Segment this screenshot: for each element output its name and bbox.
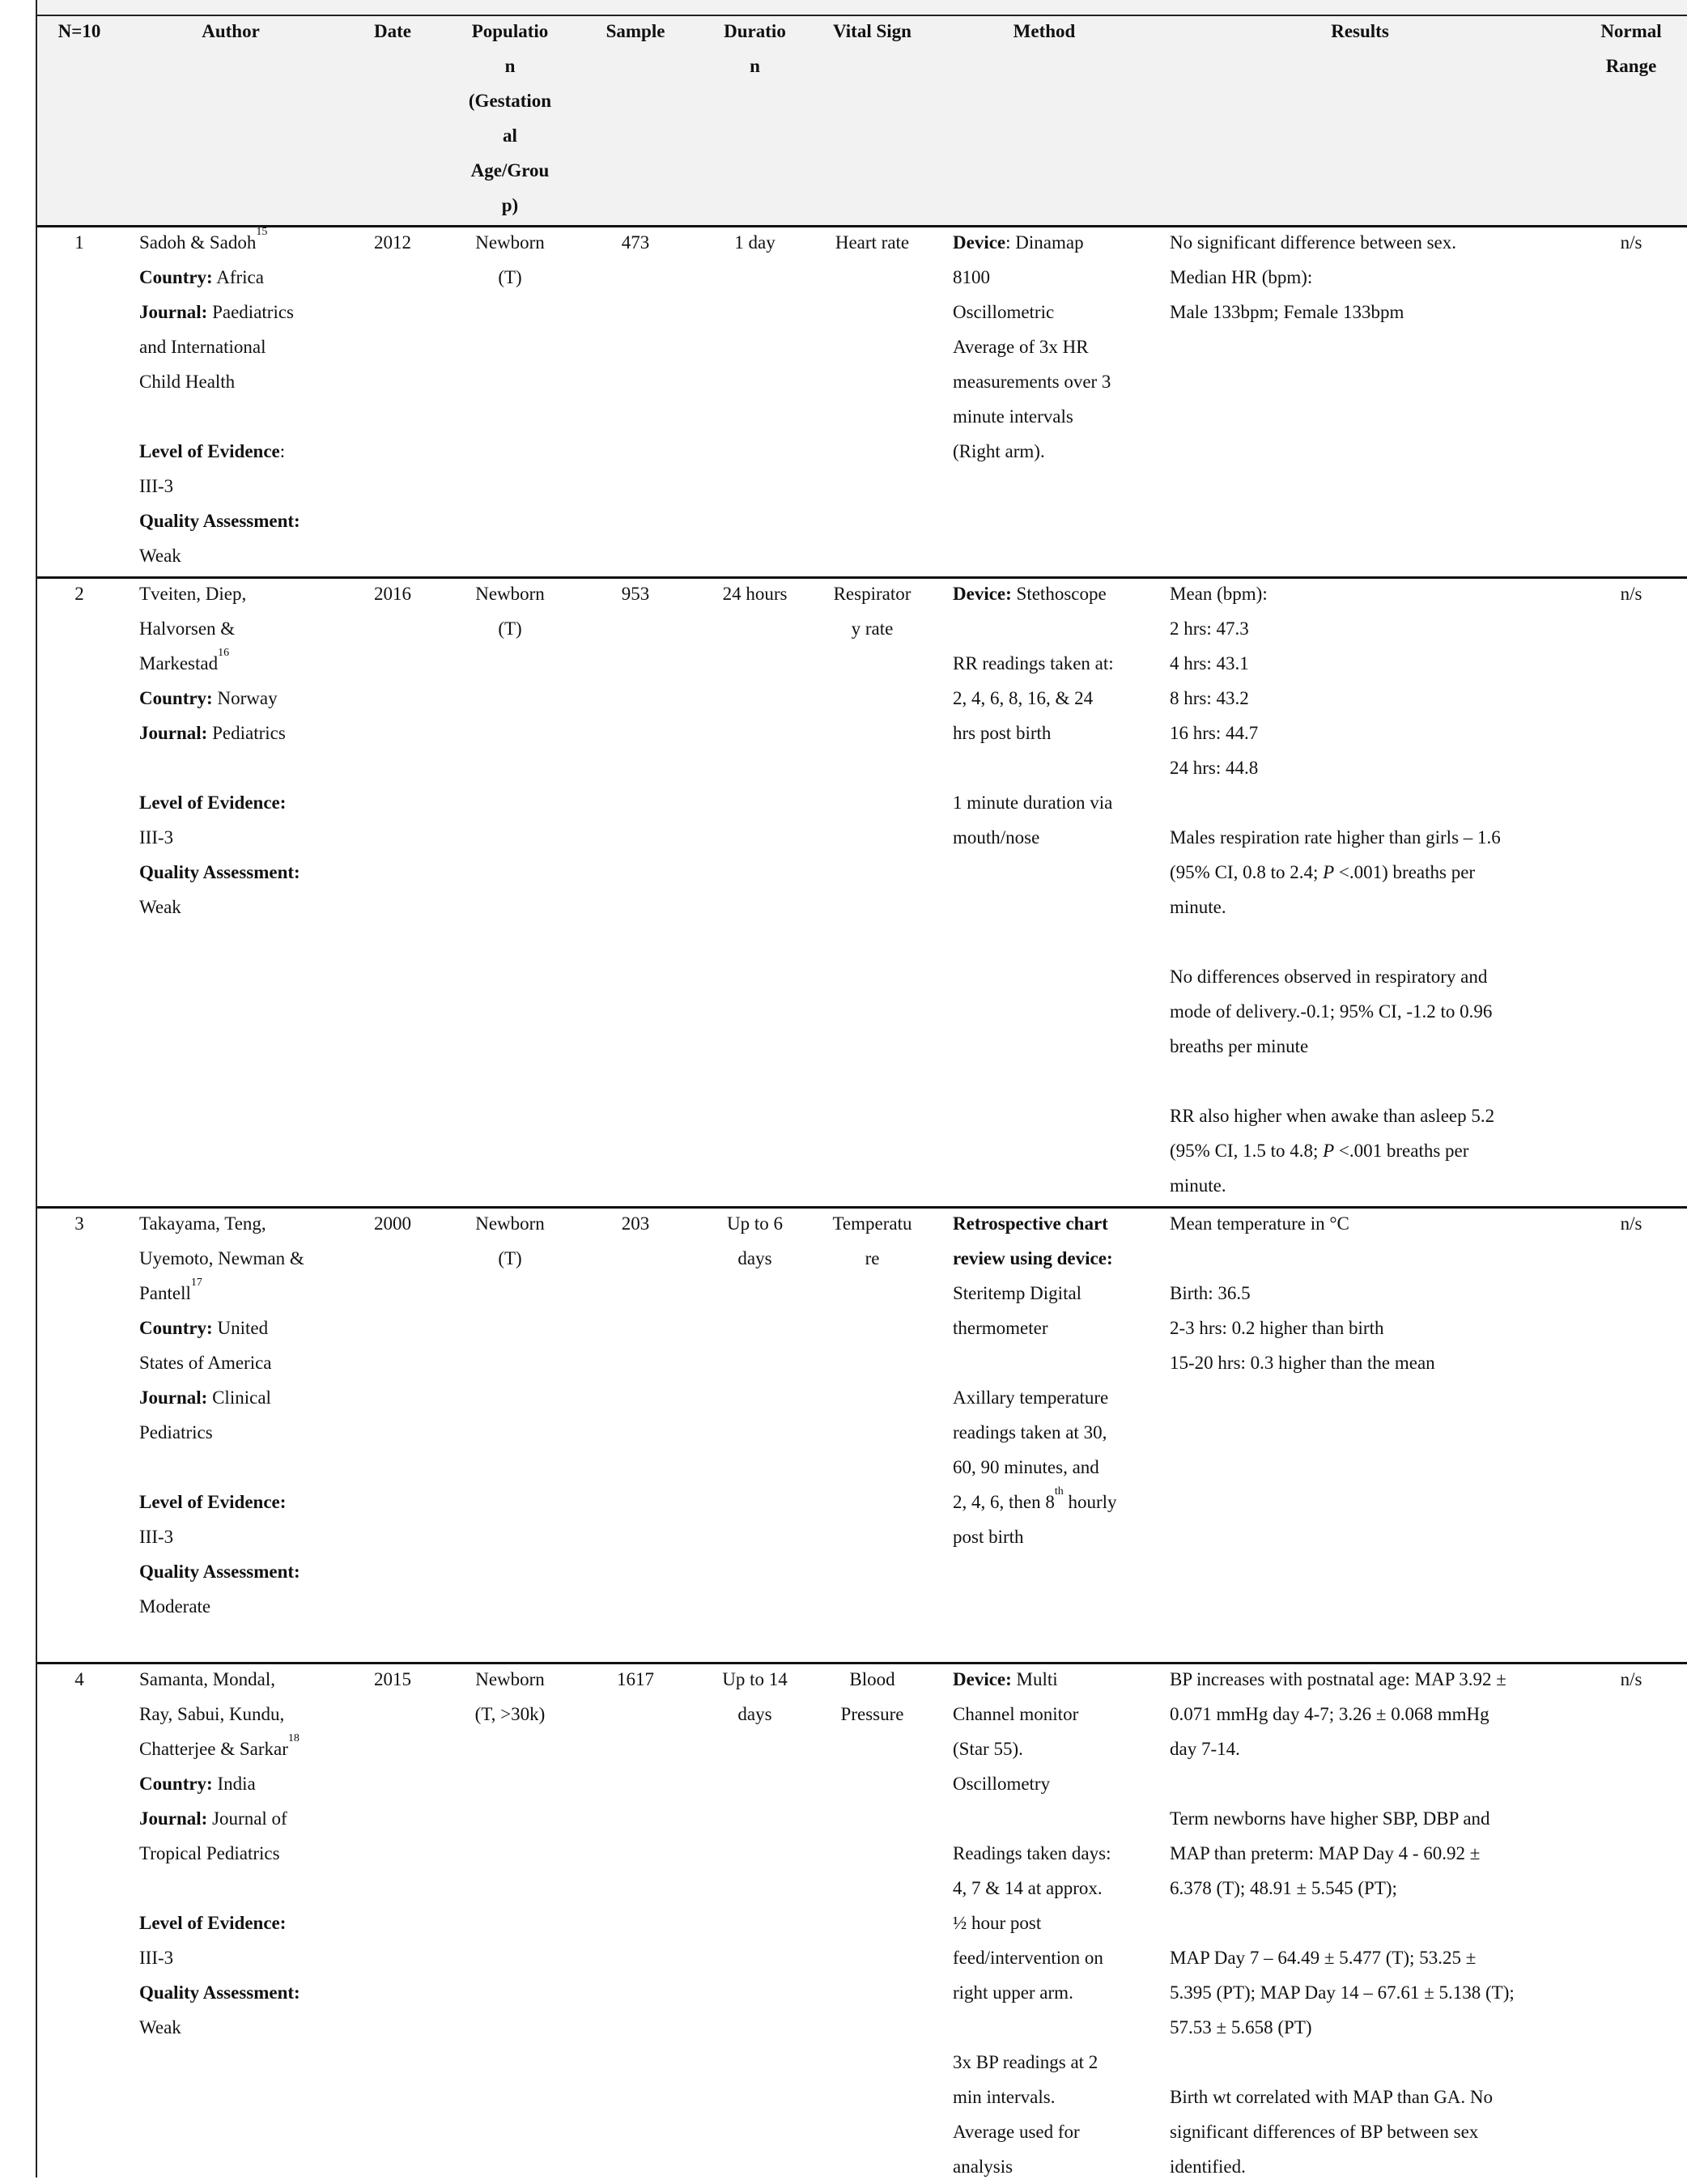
row-4-results: BP increases with postnatal age: MAP 3.92 ± 0.071 mmHg day 4-7; 3.26 ± 0.068 mmHg day 7-14. Term newborns have higher SBP, DBP and MAP than preterm: MAP Day 4 - 60.92 ± 6.378 (T); 48.91 ± 5.545 (PT); MAP Day 7 – 64.49 ± 5.477 (T); 53.25 ± 5.395 (PT); MAP Day 14 – 67.61 ± 5.138 (T); 57.53 ± 5.658 (PT) Birth wt correlated with MAP than GA. No significant differences of BP between sex identified.: [1170, 1669, 1515, 2177]
row-4-date: 2015: [374, 1669, 411, 1689]
row-2-population: Newborn (T): [475, 584, 545, 639]
row-2-date: 2016: [374, 584, 411, 604]
header-population: Populatio n (Gestation al Age/Grou p): [468, 21, 552, 215]
row-2-author: Tveiten, Diep, Halvorsen & Markestad$^{16}$ Country: Norway Journal: Pediatrics Level of Evidence: III-3 Quality Assessment: Weak: [139, 584, 300, 917]
row-2-vital-sign: Respirator y rate: [833, 584, 911, 639]
row-1-author: Sadoh & Sadoh$^{15}$ Country: Africa Journal: Paediatrics and International Child Health Level of Evidence: III-3 Quality Assessment: Weak: [139, 226, 300, 566]
row-4-n: 4: [74, 1669, 84, 1689]
row-2-normal-range: n/s: [1620, 584, 1642, 604]
header-date: Date: [374, 21, 411, 41]
header-method: Method: [1013, 21, 1076, 41]
header-results: Results: [1331, 21, 1389, 41]
left-border: [36, 0, 37, 2178]
row-3-method: Retrospective chart review using device: Steritemp Digital thermometer Axillary temperature readings taken at 30, 60, 90 minutes, and 2, 4, 6, then 8th hourly post birth: [953, 1213, 1117, 1547]
row-3-date: 2000: [374, 1213, 411, 1234]
top-band: [37, 0, 1687, 15]
header-sample: Sample: [606, 21, 665, 41]
row-2-n: 2: [74, 584, 84, 604]
row-3-author: Takayama, Teng, Uyemoto, Newman & Pantell$^{17}$ Country: United States of America Journal: Clinical Pediatrics Level of Evidence: III-3 Quality Assessment: Moderate: [139, 1213, 304, 1617]
row-2-sample: 953: [621, 584, 650, 604]
row-4-population: Newborn (T, >30k): [474, 1669, 546, 1724]
row-1-n: 1: [74, 232, 84, 253]
row-1-population: Newborn (T): [475, 232, 545, 287]
row-4-duration: Up to 14 days: [722, 1669, 788, 1724]
row-2-results: Mean (bpm): 2 hrs: 47.3 4 hrs: 43.1 8 hrs: 43.2 16 hrs: 44.7 24 hrs: 44.8 Males respiration rate higher than girls – 1.6 (95% CI, 0.8 to 2.4; P <.001) breaths per minute. No differences observed in respiratory and mode of delivery.-0.1; 95% CI, -1.2 to 0.96 breaths per minute RR also higher when awake than asleep 5.2 (95% CI, 1.5 to 4.8; P <.001 breaths per minute.: [1170, 584, 1501, 1196]
row-4-normal-range: n/s: [1620, 1669, 1642, 1689]
row-3-duration: Up to 6 days: [727, 1213, 783, 1268]
row-4-method: Device: Multi Channel monitor (Star 55). Oscillometry Readings taken days: 4, 7 & 14 at approx. ½ hour post feed/intervention on right upper arm. 3x BP readings at 2 min intervals. Average used for analysis: [953, 1669, 1111, 2177]
row-1-normal-range: n/s: [1620, 232, 1642, 253]
row-1-results: No significant difference between sex. Median HR (bpm): Male 133bpm; Female 133bpm: [1170, 232, 1457, 322]
row-1-sample: 473: [621, 232, 650, 253]
row-1-method: Device: Dinamap 8100 Oscillometric Average of 3x HR measurements over 3 minute intervals (Right arm).: [953, 232, 1111, 461]
row-3-sample: 203: [621, 1213, 650, 1234]
header-author: Author: [202, 21, 260, 41]
row-3-results: Mean temperature in °C Birth: 36.5 2-3 hrs: 0.2 higher than birth 15-20 hrs: 0.3 higher than the mean: [1170, 1213, 1435, 1373]
header-normal-range: Normal Range: [1600, 21, 1662, 76]
row-3-n: 3: [74, 1213, 84, 1234]
row-3-vital-sign: Temperatu re: [832, 1213, 912, 1268]
header-n: N=10: [57, 21, 101, 41]
row-2-method: Device: Stethoscope RR readings taken at: 2, 4, 6, 8, 16, & 24 hrs post birth 1 minute duration via mouth/nose: [953, 584, 1114, 848]
row-1-vital-sign: Heart rate: [835, 232, 910, 253]
row-4-vital-sign: Blood Pressure: [840, 1669, 904, 1724]
row-1-duration: 1 day: [734, 232, 776, 253]
row-3-normal-range: n/s: [1620, 1213, 1642, 1234]
row-3-population: Newborn (T): [475, 1213, 545, 1268]
header-duration: Duratio n: [724, 21, 786, 76]
row-4-author: Samanta, Mondal, Ray, Sabui, Kundu, Chatterjee & Sarkar$^{18}$ Country: India Journal: Journal of Tropical Pediatrics Level of Evidence: III-3 Quality Assessment: Weak: [139, 1669, 300, 2037]
row-2-duration: 24 hours: [722, 584, 788, 604]
row-4-sample: 1617: [617, 1669, 654, 1689]
header-vital-sign: Vital Sign: [833, 21, 911, 41]
row-1-date: 2012: [374, 232, 411, 253]
